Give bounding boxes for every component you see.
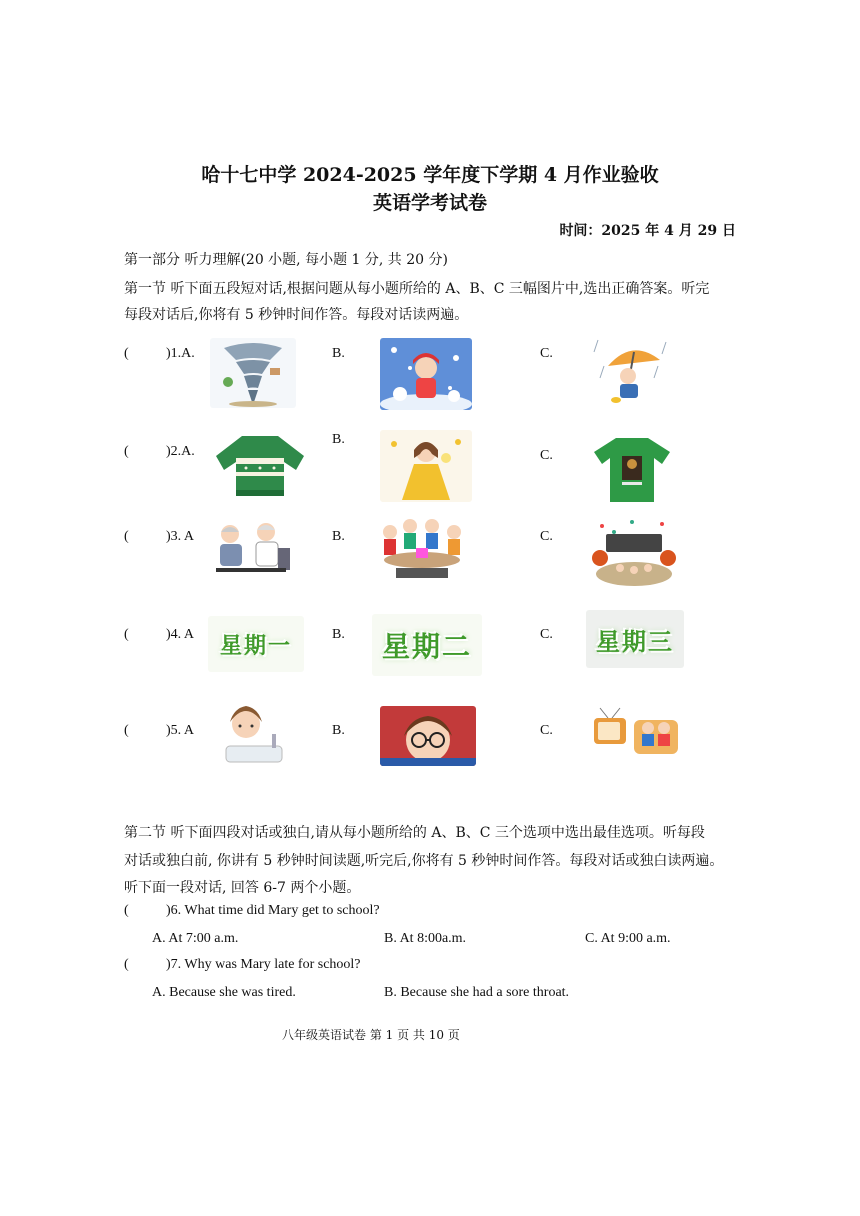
q3-number-a: )3. A: [166, 529, 194, 544]
wednesday-text: 星期三: [596, 627, 674, 656]
q4-option-b-label: B.: [332, 627, 345, 642]
q5-number-a: )5. A: [166, 723, 194, 738]
q2-option-c-label: C.: [540, 448, 553, 463]
q6-option-b[interactable]: B. At 8:00a.m.: [384, 931, 467, 946]
q7-question: )7. Why was Mary late for school?: [166, 957, 361, 972]
q3-option-c-label: C.: [540, 529, 553, 544]
tuesday-text: 星期二: [381, 630, 472, 663]
q3-option-c-concert-image[interactable]: [592, 518, 676, 590]
q4-option-c-label: C.: [540, 627, 553, 642]
q3-option-a-doctor-image[interactable]: [206, 518, 296, 578]
q2-paren: (: [124, 444, 129, 459]
q7-option-a[interactable]: A. Because she was tired.: [152, 985, 296, 1000]
q5-option-c-watching-tv-image[interactable]: [588, 704, 682, 760]
q5-option-a-washing-face-image[interactable]: [210, 696, 290, 768]
q2-option-c-tshirt-image[interactable]: [590, 434, 674, 504]
q4-option-c-wednesday-image[interactable]: [586, 610, 684, 668]
q2-option-a-sweater-image[interactable]: [212, 430, 308, 502]
q2-option-b-summer-girl-image[interactable]: [380, 430, 472, 502]
q1-option-c-umbrella-rain-image[interactable]: [588, 336, 676, 408]
part1-heading: 第一部分 听力理解(20 小题, 每小题 1 分, 共 20 分): [124, 252, 448, 268]
umbrella-rain-icon: [588, 336, 676, 408]
q4-number-a: )4. A: [166, 627, 194, 642]
snow-girl-icon: [380, 338, 472, 410]
monday-text: 星期一: [219, 633, 292, 659]
section2-instructions-line2: 对话或独白前, 你讲有 5 秒钟时间读题,听完后,你将有 5 秒钟时间作答。每段对话或独白读两遍。: [124, 853, 724, 869]
q1-option-b-label: B.: [332, 346, 345, 361]
doctor-icon: [206, 518, 296, 578]
q3-paren: (: [124, 529, 129, 544]
q2-number-a: )2.A.: [166, 444, 195, 459]
q4-option-a-monday-image[interactable]: [208, 616, 304, 672]
q6-paren: (: [124, 903, 129, 918]
q7-paren: (: [124, 957, 129, 972]
exam-subtitle: 英语学考试卷: [372, 192, 487, 214]
q5-paren: (: [124, 723, 129, 738]
section1-instructions-line2: 每段对话后,你将有 5 秒钟时间作答。每段对话读两遍。: [124, 307, 469, 323]
q6-option-c[interactable]: C. At 9:00 a.m.: [585, 931, 671, 946]
washing-face-icon: [210, 696, 290, 768]
section1-instructions-line1: 第一节 听下面五段短对话,根据问题从每小题所给的 A、B、C 三幅图片中,选出正确答案。听完: [124, 281, 710, 297]
tshirt-icon: [590, 434, 674, 504]
watching-tv-icon: [588, 704, 682, 760]
q1-paren: (: [124, 346, 129, 361]
glasses-girl-icon: [380, 706, 476, 766]
q4-option-b-tuesday-image[interactable]: [372, 614, 482, 676]
q1-number-a: )1.A.: [166, 346, 195, 361]
page-footer: 八年级英语试卷 第 1 页 共 10 页: [282, 1028, 460, 1042]
exam-title: 哈十七中学 2024-2025 学年度下学期 4 月作业验收: [201, 164, 659, 186]
q6-question: )6. What time did Mary get to school?: [166, 903, 380, 918]
q6-option-a[interactable]: A. At 7:00 a.m.: [152, 931, 239, 946]
concert-icon: [592, 518, 676, 590]
q3-option-b-party-image[interactable]: [376, 512, 468, 582]
exam-date: 时间：2025 年 4 月 29 日: [559, 223, 736, 239]
summer-girl-icon: [380, 430, 472, 502]
q1-option-c-label: C.: [540, 346, 553, 361]
q5-option-b-label: B.: [332, 723, 345, 738]
q5-option-b-glasses-girl-image[interactable]: [380, 706, 476, 766]
party-icon: [376, 512, 468, 582]
section2-instructions-line1: 第二节 听下面四段对话或独白,请从每小题所给的 A、B、C 三个选项中选出最佳选项。听每段: [124, 825, 705, 841]
q4-paren: (: [124, 627, 129, 642]
q3-option-b-label: B.: [332, 529, 345, 544]
sweater-icon: [212, 430, 308, 502]
tornado-icon: [210, 338, 296, 408]
q1-option-a-tornado-image[interactable]: [210, 338, 296, 408]
q1-option-b-snow-girl-image[interactable]: [380, 338, 472, 410]
q5-option-c-label: C.: [540, 723, 553, 738]
q7-option-b[interactable]: B. Because she had a sore throat.: [384, 985, 570, 1000]
section2-instructions-line3: 听下面一段对话, 回答 6-7 两个小题。: [124, 880, 361, 896]
q2-option-b-label: B.: [332, 432, 345, 447]
